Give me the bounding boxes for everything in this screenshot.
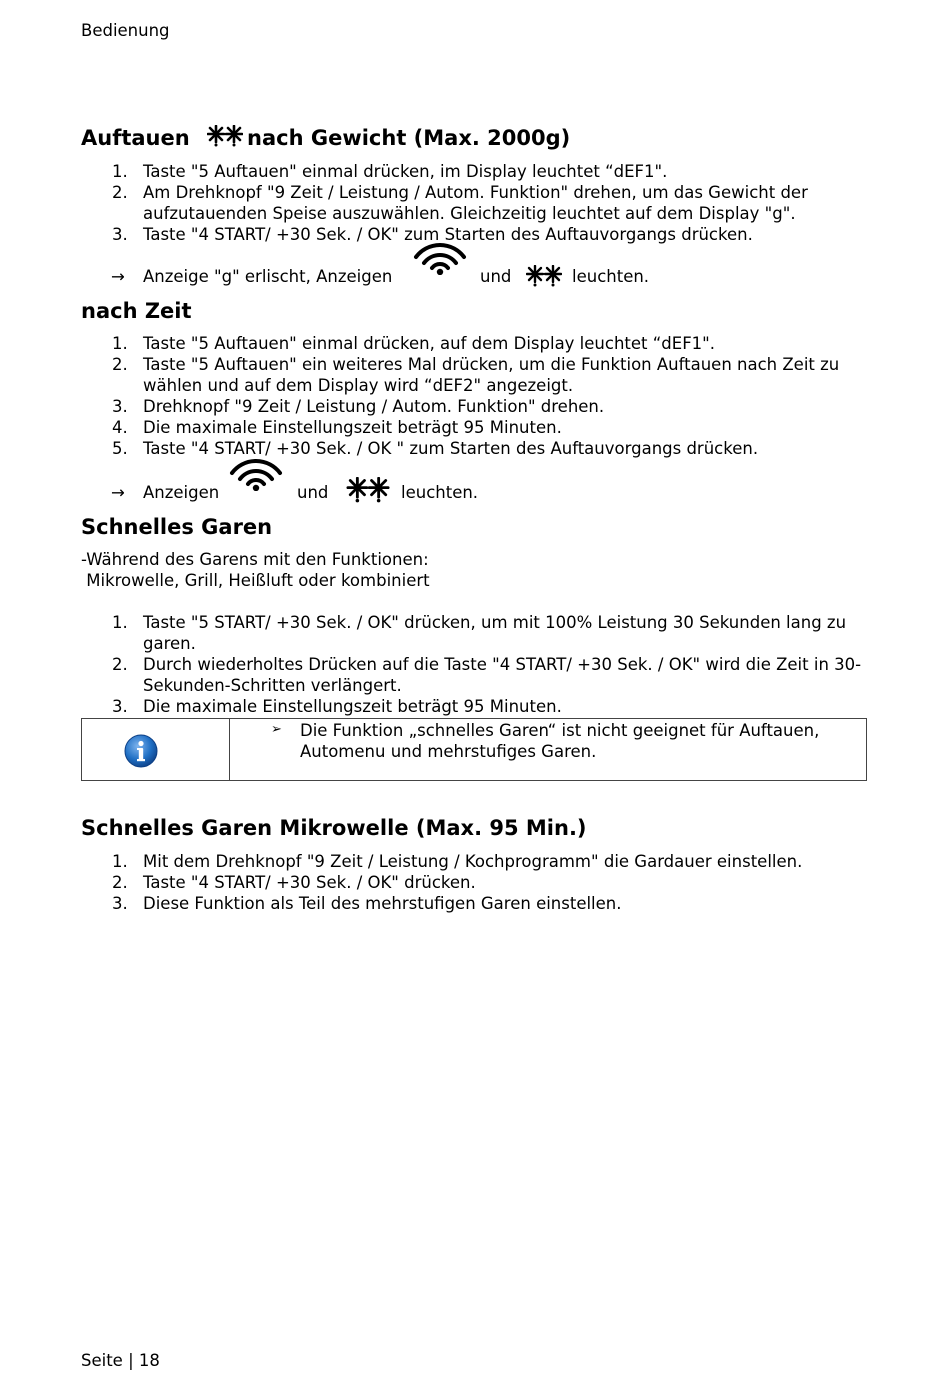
section-defrost-time [81, 298, 871, 459]
steps-defrost-time [81, 333, 871, 459]
defrost-icon [345, 477, 391, 503]
microwave-waves-icon [411, 243, 469, 275]
defrost-icon [207, 125, 243, 147]
list-item: 5. Taste "4 START/ +30 Sek. / OK " zum Starten des Auftauvorgangs drücken. [112, 439, 759, 458]
defrost-icon [526, 265, 562, 287]
section-quick-microwave [81, 815, 871, 914]
note-text: Die Funktion „schnelles Garen“ ist nicht geeignet für Auftauen, Automenu und mehrstufiges Garen. [300, 721, 820, 761]
list-item: 2. Am Drehknopf "9 Zeit / Leistung / Autom. Funktion" drehen, um das Gewicht der aufzutauenden Speise auszuwählen. Gleichzeitig leuchtet auf dem Display "g". [112, 183, 808, 223]
list-item: 1. Taste "5 Auftauen" einmal drücken, auf dem Display leuchtet “dEF1". [112, 334, 716, 353]
info-icon [124, 734, 158, 768]
running-header: Bedienung [81, 21, 170, 40]
list-item: 2. Durch wiederholtes Drücken auf die Taste "4 START/ +30 Sek. / OK" wird die Zeit in 30-Sekunden-Schritten verlängert. [112, 655, 862, 695]
list-item: 3. Taste "4 START/ +30 Sek. / OK" zum Starten des Auftauvorgangs drücken. [112, 225, 753, 244]
list-item: 3. Diese Funktion als Teil des mehrstufigen Garen einstellen. [112, 894, 622, 913]
list-item: 1. Taste "5 START/ +30 Sek. / OK" drücken, um mit 100% Leistung 30 Sekunden lang zu garen. [112, 613, 847, 653]
list-item: 1. Mit dem Drehknopf "9 Zeit / Leistung / Kochprogramm" die Gardauer einstellen. [112, 852, 803, 871]
microwave-waves-icon [227, 459, 285, 491]
steps-quick-microwave [81, 851, 871, 914]
intro-line: -Während des Garens mit den Funktionen: [81, 550, 429, 569]
intro-line: Mikrowelle, Grill, Heißluft oder kombiniert [81, 571, 430, 590]
note-divider [229, 719, 230, 780]
steps-defrost-weight [81, 161, 871, 245]
steps-quick-cooking [81, 612, 871, 717]
list-item: 3. Drehknopf "9 Zeit / Leistung / Autom. Funktion" drehen. [112, 397, 605, 416]
section-quick-cooking [81, 514, 871, 717]
page-footer: Seite | 18 [81, 1351, 160, 1370]
list-item: 2. Taste "4 START/ +30 Sek. / OK" drücken. [112, 873, 476, 892]
section-title-defrost-weight: Auftauen nach Gewicht (Max. 2000g) [81, 126, 571, 150]
section-title-defrost-time: nach Zeit [81, 299, 192, 323]
section-defrost-weight [81, 125, 871, 245]
list-item: 1. Taste "5 Auftauen" einmal drücken, im Display leuchtet “dEF1". [112, 162, 668, 181]
bullet-arrow-icon: ➢ [271, 722, 282, 737]
list-item: 3. Die maximale Einstellungszeit beträgt 95 Minuten. [112, 697, 562, 716]
list-item: 2. Taste "5 Auftauen" ein weiteres Mal drücken, um die Funktion Auftauen nach Zeit zu wählen und auf dem Display wird “dEF2" angezeigt. [112, 355, 840, 395]
section-title-quick-cooking: Schnelles Garen [81, 515, 273, 539]
section-title-quick-microwave: Schnelles Garen Mikrowelle (Max. 95 Min.) [81, 816, 587, 840]
note-box [81, 718, 867, 781]
list-item: 4. Die maximale Einstellungszeit beträgt 95 Minuten. [112, 418, 562, 437]
